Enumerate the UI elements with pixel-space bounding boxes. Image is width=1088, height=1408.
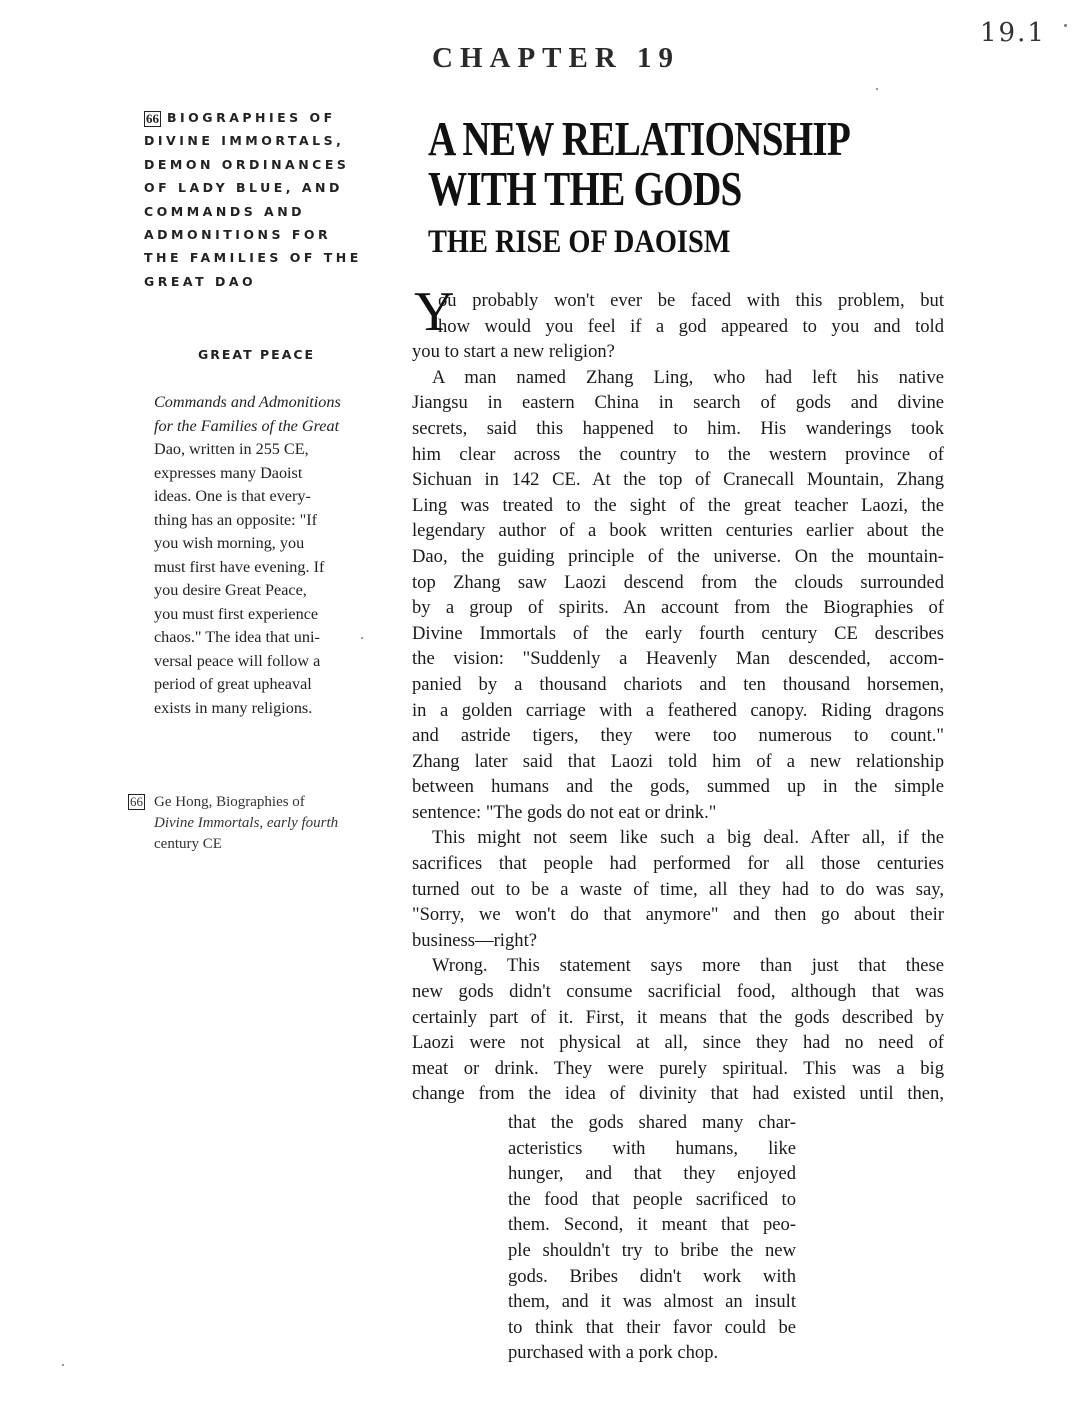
source-line [144,106,404,129]
source-text: BIOGRAPHIES OF [167,110,336,125]
body-line: panied by a thousand chariots and ten thousand horsemen, [412,673,944,695]
chapter-subtitle: THE RISE OF DAOISM [428,224,731,260]
source-line: ADMONITIONS FOR [144,227,332,243]
quote-attribution [126,792,386,855]
body-line: ple shouldn't try to bribe the new [508,1239,796,1261]
sidebar-line: Dao, written in 255 CE, [154,440,309,458]
body-line: between humans and the gods, summed up in the simple [412,776,944,798]
scan-speck [62,1364,64,1366]
scan-speck [876,88,878,90]
body-line: and astride tigers, they were too numerous to count." [412,725,944,747]
sidebar-heading: GREAT PEACE [198,347,316,362]
body-line: to think that their favor could be [508,1316,796,1338]
body-line: ou probably won't ever be faced with this problem, but [438,290,944,311]
sidebar-paragraph [154,391,378,720]
drop-cap: Y [414,281,455,343]
chapter-title-line-1: A NEW RELATIONSHIP [428,111,850,166]
sidebar-line: you desire Great Peace, [154,581,307,599]
source-line: DIVINE IMMORTALS, [144,133,345,149]
body-line: them, and it was almost an insult [508,1291,796,1313]
body-line: Ling was treated to the sight of the great teacher Laozi, the [412,494,944,516]
body-line: purchased with a pork chop. [508,1342,719,1364]
body-line: A man named Zhang Ling, who had left his native [432,366,944,388]
sidebar-line: you must first experience [154,604,319,623]
attribution-line: Divine Immortals, early fourth [154,815,339,831]
chapter-title-line-2: WITH THE GODS [428,161,742,216]
body-line: Dao, the guiding principle of the universe. On the mountain- [412,545,944,567]
body-line: sentence: "The gods do not eat or drink." [412,801,717,823]
sidebar-line: expresses many Daoist [154,463,303,482]
body-line: that the gods shared many char- [508,1112,796,1133]
body-line: secrets, said this happened to him. His wanderings took [412,417,944,439]
body-line: meat or drink. They were purely spiritual. This was a big [412,1057,944,1079]
quote-icon: 66 [130,794,143,809]
attribution-line: Ge Hong, Biographies of [154,794,305,810]
sidebar-line: chaos." The idea that uni- [154,628,320,646]
body-line: new gods didn't consume sacrificial food, although that was [412,981,944,1003]
sidebar-line: you wish morning, you [154,534,305,552]
body-line: Jiangsu in eastern China in search of gods and divine [412,392,944,414]
sidebar-line: period of great upheaval [154,675,312,693]
scan-speck [361,637,363,639]
body-line: hunger, and that they enjoyed [508,1163,796,1185]
sidebar-line: ideas. One is that every- [154,487,311,505]
source-line: DEMON ORDINANCES [144,156,350,172]
body-line: Zhang later said that Laozi told him of a new relationship [412,750,944,772]
body-line: you to start a new religion? [412,341,615,363]
body-line: turned out to be a waste of time, all they had to do was say, [412,878,944,900]
source-line: THE FAMILIES OF THE [144,250,362,266]
sidebar-line: thing has an opposite: "If [154,510,318,529]
sidebar-line: exists in many religions. [154,698,313,717]
sidebar-line: versal peace will follow a [154,651,321,670]
body-line: them. Second, it meant that peo- [508,1214,796,1236]
body-line: in a golden carriage with a feathered canopy. Riding dragons [412,699,944,721]
body-line: Sichuan in 142 CE. At the top of Cranecall Mountain, Zhang [412,469,944,491]
body-line: by a group of spirits. An account from the Biographies of [412,597,944,619]
body-line: gods. Bribes didn't work with [508,1265,796,1287]
body-line: the vision: "Suddenly a Heavenly Man descended, accom- [412,648,944,670]
page-number: 19.1 [980,18,1046,48]
body-line: Laozi were not physical at all, since they had no need of [412,1032,944,1054]
body-line: how would you feel if a god appeared to you and told [438,315,944,337]
sidebar-line: for the Families of the Great [154,416,340,435]
chapter-label: CHAPTER 19 [432,42,681,74]
primary-sources-list [144,106,404,293]
source-line: OF LADY BLUE, AND [144,180,343,196]
body-text-continued [508,1110,796,1366]
body-line: business—right? [412,929,537,951]
sidebar-line: Commands and Admonitions [154,393,341,411]
source-line: GREAT DAO [144,273,257,289]
body-line: the food that people sacrificed to [508,1188,796,1210]
body-line: him clear across the country to the western province of [412,443,944,465]
body-line: Divine Immortals of the early fourth century CE describes [412,622,944,644]
source-line: COMMANDS AND [144,203,306,219]
body-line: sacrifices that people had performed for all those centuries [412,853,944,875]
body-line: legendary author of a book written centuries earlier about the [412,520,944,542]
body-line: top Zhang saw Laozi descend from the clouds surrounded [412,571,944,593]
body-line: certainly part of it. First, it means that the gods described by [412,1006,944,1028]
main-body-text [412,288,944,1107]
body-line: Wrong. This statement says more than just that these [432,955,944,977]
quote-icon: 66 [146,111,159,126]
body-line: change from the idea of divinity that had existed until then, [412,1083,944,1105]
attribution-line: century CE [154,836,222,852]
body-line: "Sorry, we won't do that anymore" and then go about their [412,904,944,926]
body-line: This might not seem like such a big deal. After all, if the [432,827,944,849]
sidebar-line: must first have evening. If [154,557,325,576]
body-line: acteristics with humans, like [508,1137,796,1159]
scan-speck [1064,24,1067,27]
